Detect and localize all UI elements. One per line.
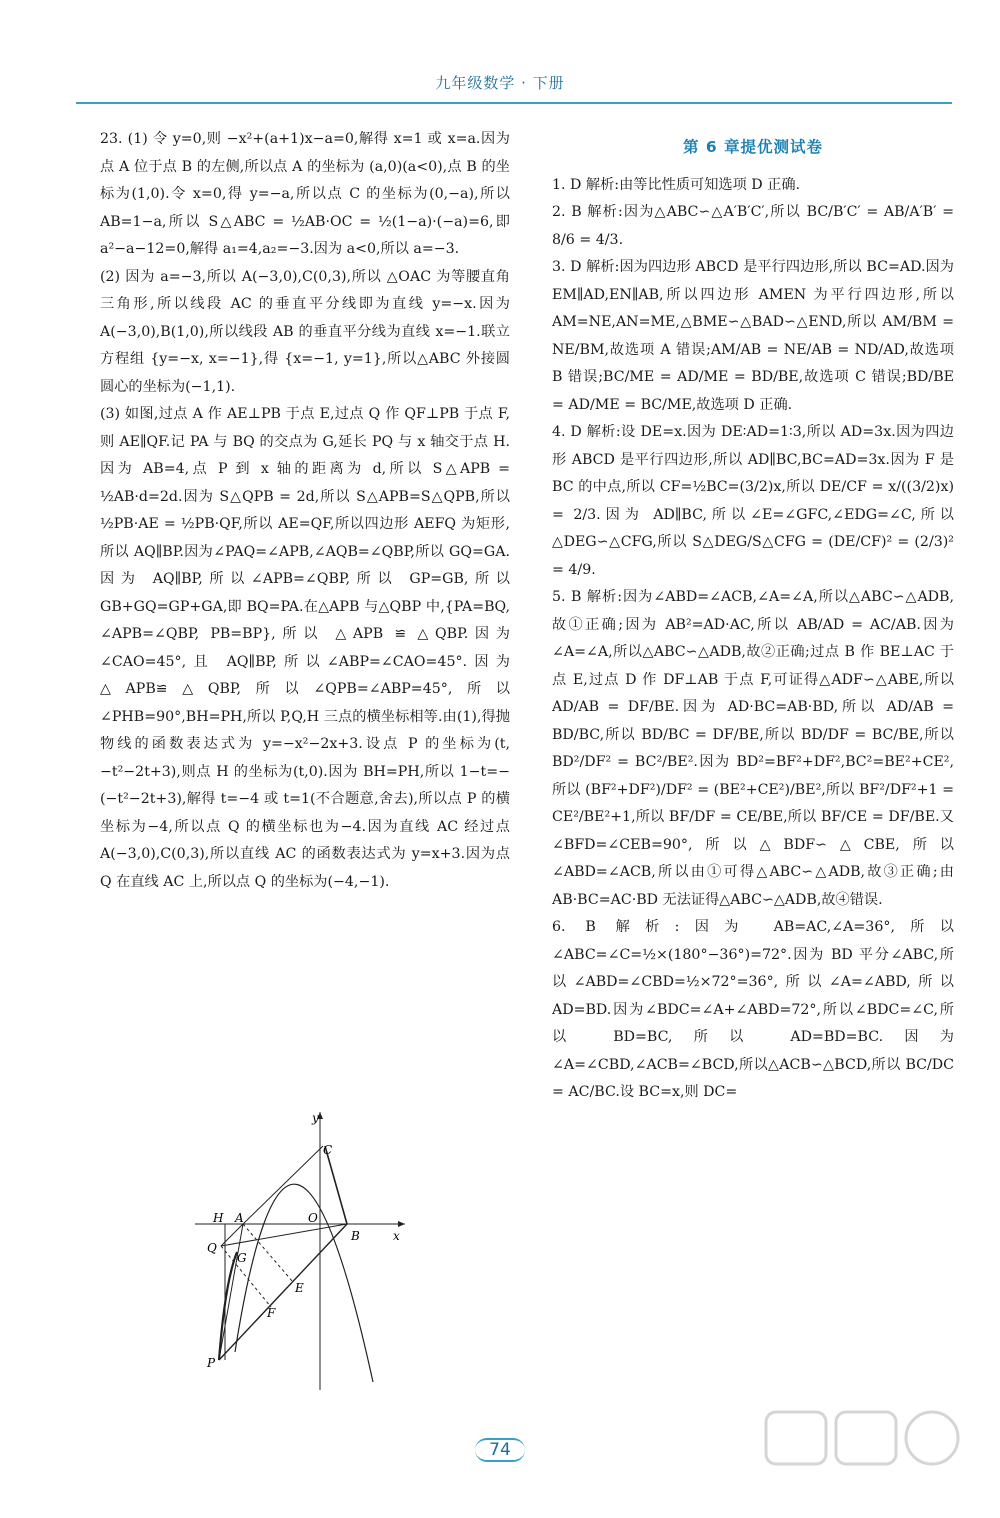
q23-part2: (2) 因为 a=−3,所以 A(−3,0),C(0,3),所以 △OAC 为等腰直角三角形,所以线段 AC 的垂直平分线即为直线 y=−x.因为 A(−3,0),B(1,0),所以线段 AB 的垂直平分线为直线 x=−1.联立方程组 {y=−x, x=−1},得 {x=−1, y=1},所以△ABC 外接圆圆心的坐标为(−1,1). xyxy=(100,268,510,395)
page-header: 九年级数学 · 下册 xyxy=(435,74,565,92)
label-C: C xyxy=(323,1143,333,1157)
parabola-figure xyxy=(195,1112,410,1392)
label-O: O xyxy=(308,1211,318,1225)
answer-5: 5. B 解析:因为∠ABD=∠ACB,∠A=∠A,所以△ABC∽△ADB,故①正确;因为 AB²=AD·AC,所以 AB/AD = AC/AB.因为∠A=∠A,所以△ABC∽△ADB,故②正确;过点 B 作 BE⊥AC 于点 E,过点 D 作 DF⊥AB 于点 F,可证得△ADF∽△ABE,所以 AD/AB = DF/BE.因为 AD·BC=AB·BD,所以 AD/AB = BD/BC,所以 BD/BC = DF/BE,所以 BD/DF = BC/BE,所以 BD²/DF² = BC²/BE².因为 BD²=BF²+DF²,BC²=BE²+CE²,所以 (BF²+DF²)/DF² = (BE²+CE²)/BE²,所以 BF²/DF²+1 = CE²/BE²+1,所以 BF/DF = CE/BE,所以 BF/CE = DF/BE.又∠BFD=∠CEB=90°,所以△BDF∽△CBE,所以∠ABD=∠ACB,所以由①可得△ABC∽△ADB,故③正确;由 AB·BC=AC·BD 无法证得△ABC∽△ADB,故④错误. xyxy=(552,589,954,908)
label-P: P xyxy=(207,1356,216,1370)
q23-part3: (3) 如图,过点 A 作 AE⊥PB 于点 E,过点 Q 作 QF⊥PB 于点 F,则 AE∥QF.记 PA 与 BQ 的交点为 G,延长 PQ 与 x 轴交于点 H.因为 AB=4,点 P 到 x 轴的距离为 d,所以 S△APB = ½AB·d=2d.因为 S△QPB = 2d,所以 S△APB=S△QPB,所以 ½PB·AE = ½PB·QF,所以 AE=QF,所以四边形 AEFQ 为矩形,所以 AQ∥BP.因为∠PAQ=∠APB,∠AQB=∠QBP,所以 GQ=GA.因为 AQ∥BP,所以∠APB=∠QBP,所以 GP=GB,所以 GB+GQ=GP+GA,即 BQ=PA.在△APB 与△QBP 中,{PA=BQ, ∠APB=∠QBP, PB=BP},所以 △APB ≌ △QBP.因为 ∠CAO=45°,且 AQ∥BP,所以∠ABP=∠CAO=45°.因为△APB≌△QBP,所以∠QPB=∠ABP=45°,所以∠PHB=90°,BH=PH,所以 P,Q,H 三点的横坐标相等.由(1),得抛物线的函数表达式为 y=−x²−2x+3.设点 P 的坐标为(t,−t²−2t+3),则点 H 的坐标为(t,0).因为 BH=PH,所以 1−t=−(−t²−2t+3),解得 t=−4 或 t=1(不合题意,舍去),所以点 P 的横坐标为−4,所以点 Q 的横坐标也为−4.因为直线 AC 经过点 A(−3,0),C(0,3),所以直线 AC 的函数表达式为 y=x+3.因为点 Q 在直线 AC 上,所以点 Q 的坐标为(−4,−1). xyxy=(100,406,510,890)
answer-2: 2. B 解析:因为△ABC∽△A′B′C′,所以 BC/B′C′ = AB/A′B′ = 8/6 = 4/3. xyxy=(552,204,954,248)
label-H: H xyxy=(213,1211,224,1225)
section-title: 第 6 章提优测试卷 xyxy=(682,138,824,156)
label-G: G xyxy=(237,1251,247,1265)
answer-6: 6. B 解析:因为 AB=AC,∠A=36°,所以∠ABC=∠C=½×(180°−36°)=72°.因为 BD 平分∠ABC,所以∠ABD=∠CBD=½×72°=36°,所以∠A=∠ABD,所以 AD=BD.因为∠BDC=∠A+∠ABD=72°,所以∠BDC=∠C,所以 BD=BC,所以 AD=BD=BC.因为∠A=∠CBD,∠ACB=∠BCD,所以△ACB∽△BCD,所以 BC/DC = AC/BC.设 BC=x,则 DC= xyxy=(552,919,954,1100)
watermark-logo xyxy=(762,1408,972,1498)
label-y: y xyxy=(312,1112,319,1125)
label-x: x xyxy=(393,1229,400,1243)
label-Q: Q xyxy=(207,1241,217,1255)
q23-part1: 23. (1) 令 y=0,则 −x²+(a+1)x−a=0,解得 x=1 或 x=a.因为点 A 位于点 B 的左侧,所以点 A 的坐标为 (a,0)(a<0),点 B 的坐标为(1,0).令 x=0,得 y=−a,所以点 C 的坐标为(0,−a),所以 AB=1−a,所以 S△ABC = ½AB·OC = ½(1−a)·(−a)=6,即 a²−a−12=0,解得 a₁=4,a₂=−3.因为 a<0,所以 a=−3. xyxy=(100,131,510,257)
page-number-text: 74 xyxy=(475,1438,525,1462)
answer-4: 4. D 解析:设 DE=x.因为 DE∶AD=1∶3,所以 AD=3x.因为四边形 ABCD 是平行四边形,所以 AD∥BC,BC=AD=3x.因为 F 是 BC 的中点,所以 CF=½BC=(3/2)x,所以 DE/CF = x/((3/2)x) = 2/3.因为 AD∥BC,所以∠E=∠GFC,∠EDG=∠C,所以△DEG∽△CFG,所以 S△DEG/S△CFG = (DE/CF)² = (2/3)² = 4/9. xyxy=(552,424,954,578)
label-B: B xyxy=(351,1229,360,1243)
left-column xyxy=(100,126,510,896)
header-rule xyxy=(76,102,952,104)
label-F: F xyxy=(267,1306,276,1320)
answer-3: 3. D 解析:因为四边形 ABCD 是平行四边形,所以 BC=AD.因为 EM∥AD,EN∥AB,所以四边形 AMEN 为平行四边形,所以 AM=NE,AN=ME,△BME∽△BAD∽△END,所以 AM/BM = NE/BM,故选项 A 错误;AM/AB = NE/AB = ND/AD,故选项 B 错误;BC/ME = AD/ME = BD/BE,故选项 C 错误;BD/BE = AD/ME = BC/ME,故选项 D 正确. xyxy=(552,259,954,413)
label-A: A xyxy=(235,1211,244,1225)
label-E: E xyxy=(295,1281,304,1295)
right-column xyxy=(552,126,954,1107)
answer-1: 1. D 解析:由等比性质可知选项 D 正确. xyxy=(552,176,801,193)
